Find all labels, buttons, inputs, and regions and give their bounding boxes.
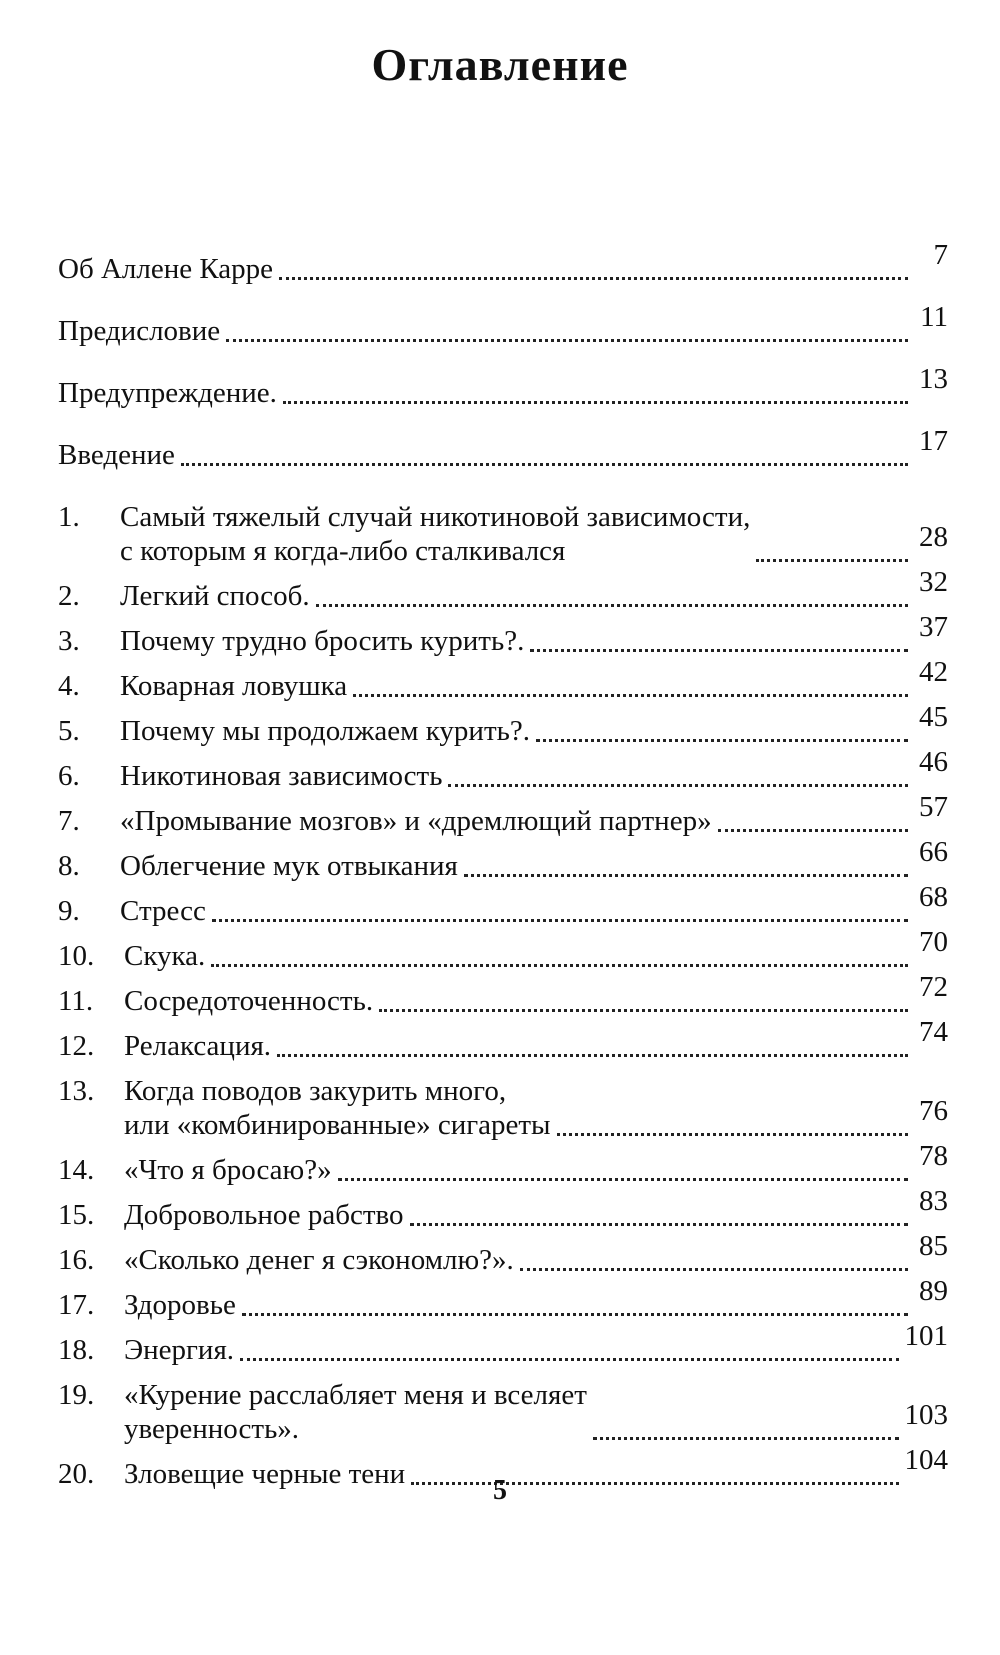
dot-leader [242,1313,908,1316]
toc-chapter-title: Сосредоточенность. [124,985,374,1017]
toc-chapter-title: Самый тяжелый случай никотиновой зависимости, с которым я когда-либо сталкивался [120,501,751,567]
dot-leader [353,694,908,697]
toc-chapter-number: 11. [58,985,94,1017]
toc-chapter-title: Легкий способ. [120,580,310,612]
toc-chapter-number: 4. [58,670,80,702]
toc-entry-title: Предисловие [58,315,221,347]
toc-entry-label-wrap [120,624,914,658]
toc-chapter-title: Здоровье [124,1289,236,1321]
toc-entry-label-wrap [124,1198,914,1232]
toc-chapter-title: «Сколько денег я сэкономлю?». [124,1244,514,1276]
toc-chapter-page: 70 [919,926,948,958]
toc-chapter-title: Почему трудно бросить курить?. [120,625,525,657]
toc-entry-page: 7 [933,239,948,271]
toc-chapter-page: 89 [919,1275,948,1307]
toc-entry-label-wrap [120,849,914,883]
dot-leader [277,1054,908,1057]
toc-chapter-number: 19. [58,1379,95,1411]
dot-leader [316,604,908,607]
toc-entry-label-wrap [120,500,914,568]
toc-entry-page: 17 [919,425,948,457]
toc-chapter-number: 14. [58,1154,95,1186]
toc-entry-label-wrap [124,1243,914,1277]
toc-entry-label-wrap [58,376,914,410]
dot-leader [279,277,908,280]
toc-chapter-number: 6. [58,760,80,792]
toc-entry-label-wrap [58,438,914,472]
toc-chapter-entry [58,881,948,928]
toc-entry-label-wrap [120,894,914,928]
dot-leader [520,1268,908,1271]
toc-chapter-entry [58,1320,948,1367]
toc-chapter-page: 28 [919,521,948,553]
toc-chapter-number: 8. [58,850,80,882]
toc-chapter-page: 72 [919,971,948,1003]
toc-chapter-title: «Промывание мозгов» и «дремлющий партнер» [120,805,712,837]
page-number: 5 [493,1475,507,1506]
toc-chapter-page: 76 [919,1095,948,1127]
toc-chapter-entry [58,701,948,748]
toc-chapter-number: 15. [58,1199,95,1231]
toc-entry-title: Предупреждение. [58,377,277,409]
toc-entry-page: 13 [919,363,948,395]
toc-entry-label-wrap [124,984,914,1018]
dot-leader [410,1223,908,1226]
toc-entry-title: Об Аллене Карре [58,253,274,285]
dot-leader [338,1178,908,1181]
toc-chapter-page: 78 [919,1140,948,1172]
toc-entry-label-wrap [120,669,914,703]
dot-leader [718,829,908,832]
toc-chapter-page: 32 [919,566,948,598]
dot-leader [448,784,908,787]
toc-chapter-title: Зловещие черные тени [124,1458,406,1490]
table-of-contents [58,239,948,1502]
toc-chapter-entry [58,1378,948,1446]
toc-chapter-page: 83 [919,1185,948,1217]
toc-chapter-number: 16. [58,1244,95,1276]
dot-leader [181,463,908,466]
toc-chapter-entry [58,1074,948,1142]
toc-chapter-entry [58,1275,948,1322]
toc-chapter-number: 2. [58,580,80,612]
toc-chapter-number: 1. [58,501,80,533]
toc-entry-page: 11 [920,301,948,333]
dot-leader [283,401,908,404]
toc-entry [58,425,948,472]
toc-entry-label-wrap [124,939,914,973]
toc-chapter-page: 68 [919,881,948,913]
toc-chapter-page: 37 [919,611,948,643]
toc-entry [58,363,948,410]
dot-leader [464,874,908,877]
toc-entry-label-wrap [124,1378,905,1446]
dot-leader [379,1009,908,1012]
dot-leader [756,559,908,562]
toc-chapter-title: Никотиновая зависимость [120,760,443,792]
toc-chapter-entry [58,611,948,658]
toc-chapter-entry [58,926,948,973]
toc-chapter-entry [58,1016,948,1063]
toc-entry-label-wrap [58,314,914,348]
dot-leader [536,739,908,742]
dot-leader [557,1133,908,1136]
toc-chapter-page: 42 [919,656,948,688]
toc-chapter-number: 7. [58,805,80,837]
toc-chapter-number: 10. [58,940,95,972]
dot-leader [593,1437,899,1440]
toc-entry-label-wrap [120,714,914,748]
toc-chapter-page: 103 [904,1399,948,1431]
toc-chapter-title: «Курение расслабляет меня и вселяет уверенность». [124,1379,587,1445]
toc-chapter-number: 3. [58,625,80,657]
toc-chapter-title: Облегчение мук отвыкания [120,850,458,882]
toc-chapter-entry [58,1230,948,1277]
toc-entry-label-wrap [124,1029,914,1063]
toc-chapter-title: Добровольное рабство [124,1199,404,1231]
toc-chapter-title: Релаксация. [124,1030,272,1062]
toc-chapter-number: 20. [58,1458,95,1490]
toc-chapter-entry [58,500,948,568]
toc-entry-label-wrap [120,759,914,793]
toc-chapter-page: 66 [919,836,948,868]
toc-chapter-number: 9. [58,895,80,927]
toc-entry-label-wrap [58,252,914,286]
toc-entry-label-wrap [124,1288,914,1322]
toc-chapter-number: 5. [58,715,80,747]
toc-chapter-entry [58,1185,948,1232]
toc-chapter-entry [58,746,948,793]
toc-entry [58,301,948,348]
toc-chapter-entry [58,656,948,703]
toc-chapter-number: 18. [58,1334,95,1366]
page-title: Оглавление [371,39,629,90]
toc-chapter-entry [58,836,948,883]
toc-chapter-number: 17. [58,1289,95,1321]
toc-chapter-page: 104 [904,1444,948,1476]
toc-entry-label-wrap [124,1333,905,1367]
dot-leader [226,339,908,342]
toc-entry-label-wrap [124,1074,914,1142]
dot-leader [211,964,908,967]
toc-chapter-title: Почему мы продолжаем курить?. [120,715,530,747]
toc-chapter-page: 74 [919,1016,948,1048]
toc-chapter-entry [58,1140,948,1187]
toc-chapter-number: 12. [58,1030,95,1062]
toc-entry-title: Введение [58,439,175,471]
toc-chapter-title: Коварная ловушка [120,670,348,702]
toc-chapter-title: Стресс [120,895,206,927]
toc-chapter-title: Скука. [124,940,206,972]
toc-entry-label-wrap [120,579,914,613]
dot-leader [212,919,908,922]
toc-chapter-page: 85 [919,1230,948,1262]
dot-leader [240,1358,898,1361]
toc-chapter-page: 45 [919,701,948,733]
toc-entry-label-wrap [120,804,914,838]
toc-chapter-entry [58,566,948,613]
toc-chapter-number: 13. [58,1075,95,1107]
toc-entry-label-wrap [124,1153,914,1187]
toc-chapter-page: 101 [904,1320,948,1352]
toc-chapter-entry [58,791,948,838]
dot-leader [530,649,908,652]
toc-chapter-page: 46 [919,746,948,778]
toc-chapter-entry [58,971,948,1018]
toc-chapter-title: Энергия. [124,1334,235,1366]
toc-entry [58,239,948,286]
toc-chapter-page: 57 [919,791,948,823]
toc-chapter-title: Когда поводов закурить много, или «комбинированные» сигареты [124,1075,551,1141]
toc-chapter-title: «Что я бросаю?» [124,1154,332,1186]
